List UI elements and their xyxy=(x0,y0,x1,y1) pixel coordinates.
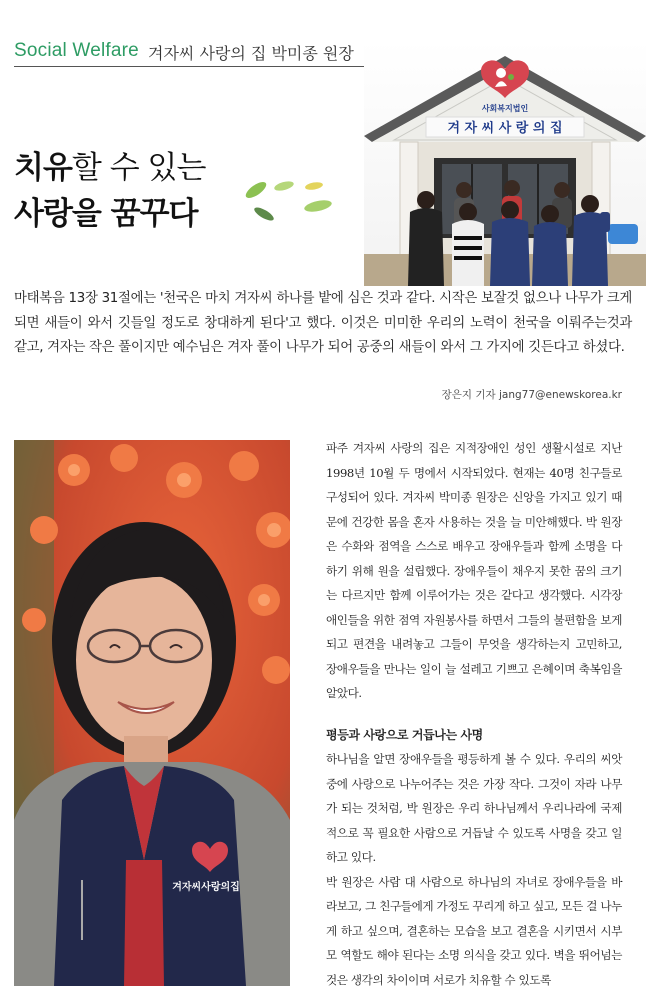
body-paragraph-3: 박 원장은 사람 대 사람으로 하나님의 자녀로 장애우들을 바라보고, 그 친구들에게 가정도 꾸리게 하고 싶고, 모든 걸 나누게 하고 싶으며, 결혼하는 모습을 보고 결혼을 시키면서 시부모 역할도 해야 된다는 소명 의식을 갖고 있다. 벽을 뛰어넘는 것은 생각의 차이이며 서로가 치유할 수 있도록 xyxy=(326,874,622,987)
building-photo xyxy=(364,40,646,286)
vest-logo-text: 겨자씨사랑의집 xyxy=(172,882,240,893)
section-header xyxy=(14,38,422,67)
byline: 장은지 기자 jang77@enewskorea.kr xyxy=(441,389,622,401)
section-label: Social Welfare xyxy=(14,40,139,61)
article-subject: 겨자씨 사랑의 집 박미종 원장 xyxy=(148,44,354,63)
portrait-photo xyxy=(14,440,290,986)
body-paragraph-1: 파주 겨자씨 사랑의 집은 지적장애인 성인 생활시설로 지난 1998년 10월 두 명에서 시작되었다. 현재는 40명 친구들로 구성되어 있다. 겨자씨 박미종 원장은 신앙을 가지고 있기 때문에 건강한 몸을 혼자 사용하는 것을 늘 미안해했다. 박 원장은 수화와 점역을 스스로 배우고 장애우들과 함께 소명을 다 하기 위해 원을 설립했다. 장애우들이 채우지 못한 꿈의 크기는 다르지만 함께 이루어가는 것은 같다고 생각했다. 시각장애인들을 위한 점역 자원봉사를 하면서 그들의 불편함을 보게 되고 편견을 내려놓고 그들이 무엇을 생각하는지 고민하고, 장애우들을 만나는 일이 늘 설레고 기쁘고 은혜이며 축복임을 알았다. xyxy=(326,441,622,700)
intro-paragraph: 마태복음 13장 31절에는 '천국은 마치 겨자씨 하나를 밭에 심은 것과 같다. 시작은 보잘것 없으나 나무가 크게 되면 새들이 와서 깃들일 정도로 창대하게 된다'고 했다. 이것은 미미한 우리의 노력이 천국을 이뤄주는것과 같고, 겨자는 작은 풀이지만 예수님은 겨자 풀이 나무가 되어 공중의 새들이 와서 그 가지에 깃든다고 하셨다. xyxy=(14,291,632,355)
article-body xyxy=(326,436,622,992)
headline-emphasis: 치유 xyxy=(14,150,72,186)
headline-line-2: 사랑을 꿈꾸다 xyxy=(14,196,198,232)
leaves-icon xyxy=(240,172,336,228)
body-subheading: 평등과 사랑으로 거듭나는 사명 xyxy=(326,727,483,742)
body-paragraph-2: 하나님을 알면 장애우들을 평등하게 볼 수 있다. 우리의 씨앗 중에 사랑으로 나누어주는 것은 가장 작다. 그것이 자라 나무가 되는 것처럼, 박 원장은 우리 하나님께서 우리나라에 국제적으로 꼭 필요한 사람으로 거듭날 수 있도록 사명을 갖고 일하고 있다. xyxy=(326,752,622,864)
headline-line-1 xyxy=(14,145,205,191)
headline-line-1-rest: 할 수 있는 xyxy=(71,150,206,186)
headline xyxy=(14,145,205,237)
sign-org-text: 사회복지법인 xyxy=(481,104,529,113)
sign-name-text: 겨 자 씨 사 랑 의 집 xyxy=(447,121,563,136)
